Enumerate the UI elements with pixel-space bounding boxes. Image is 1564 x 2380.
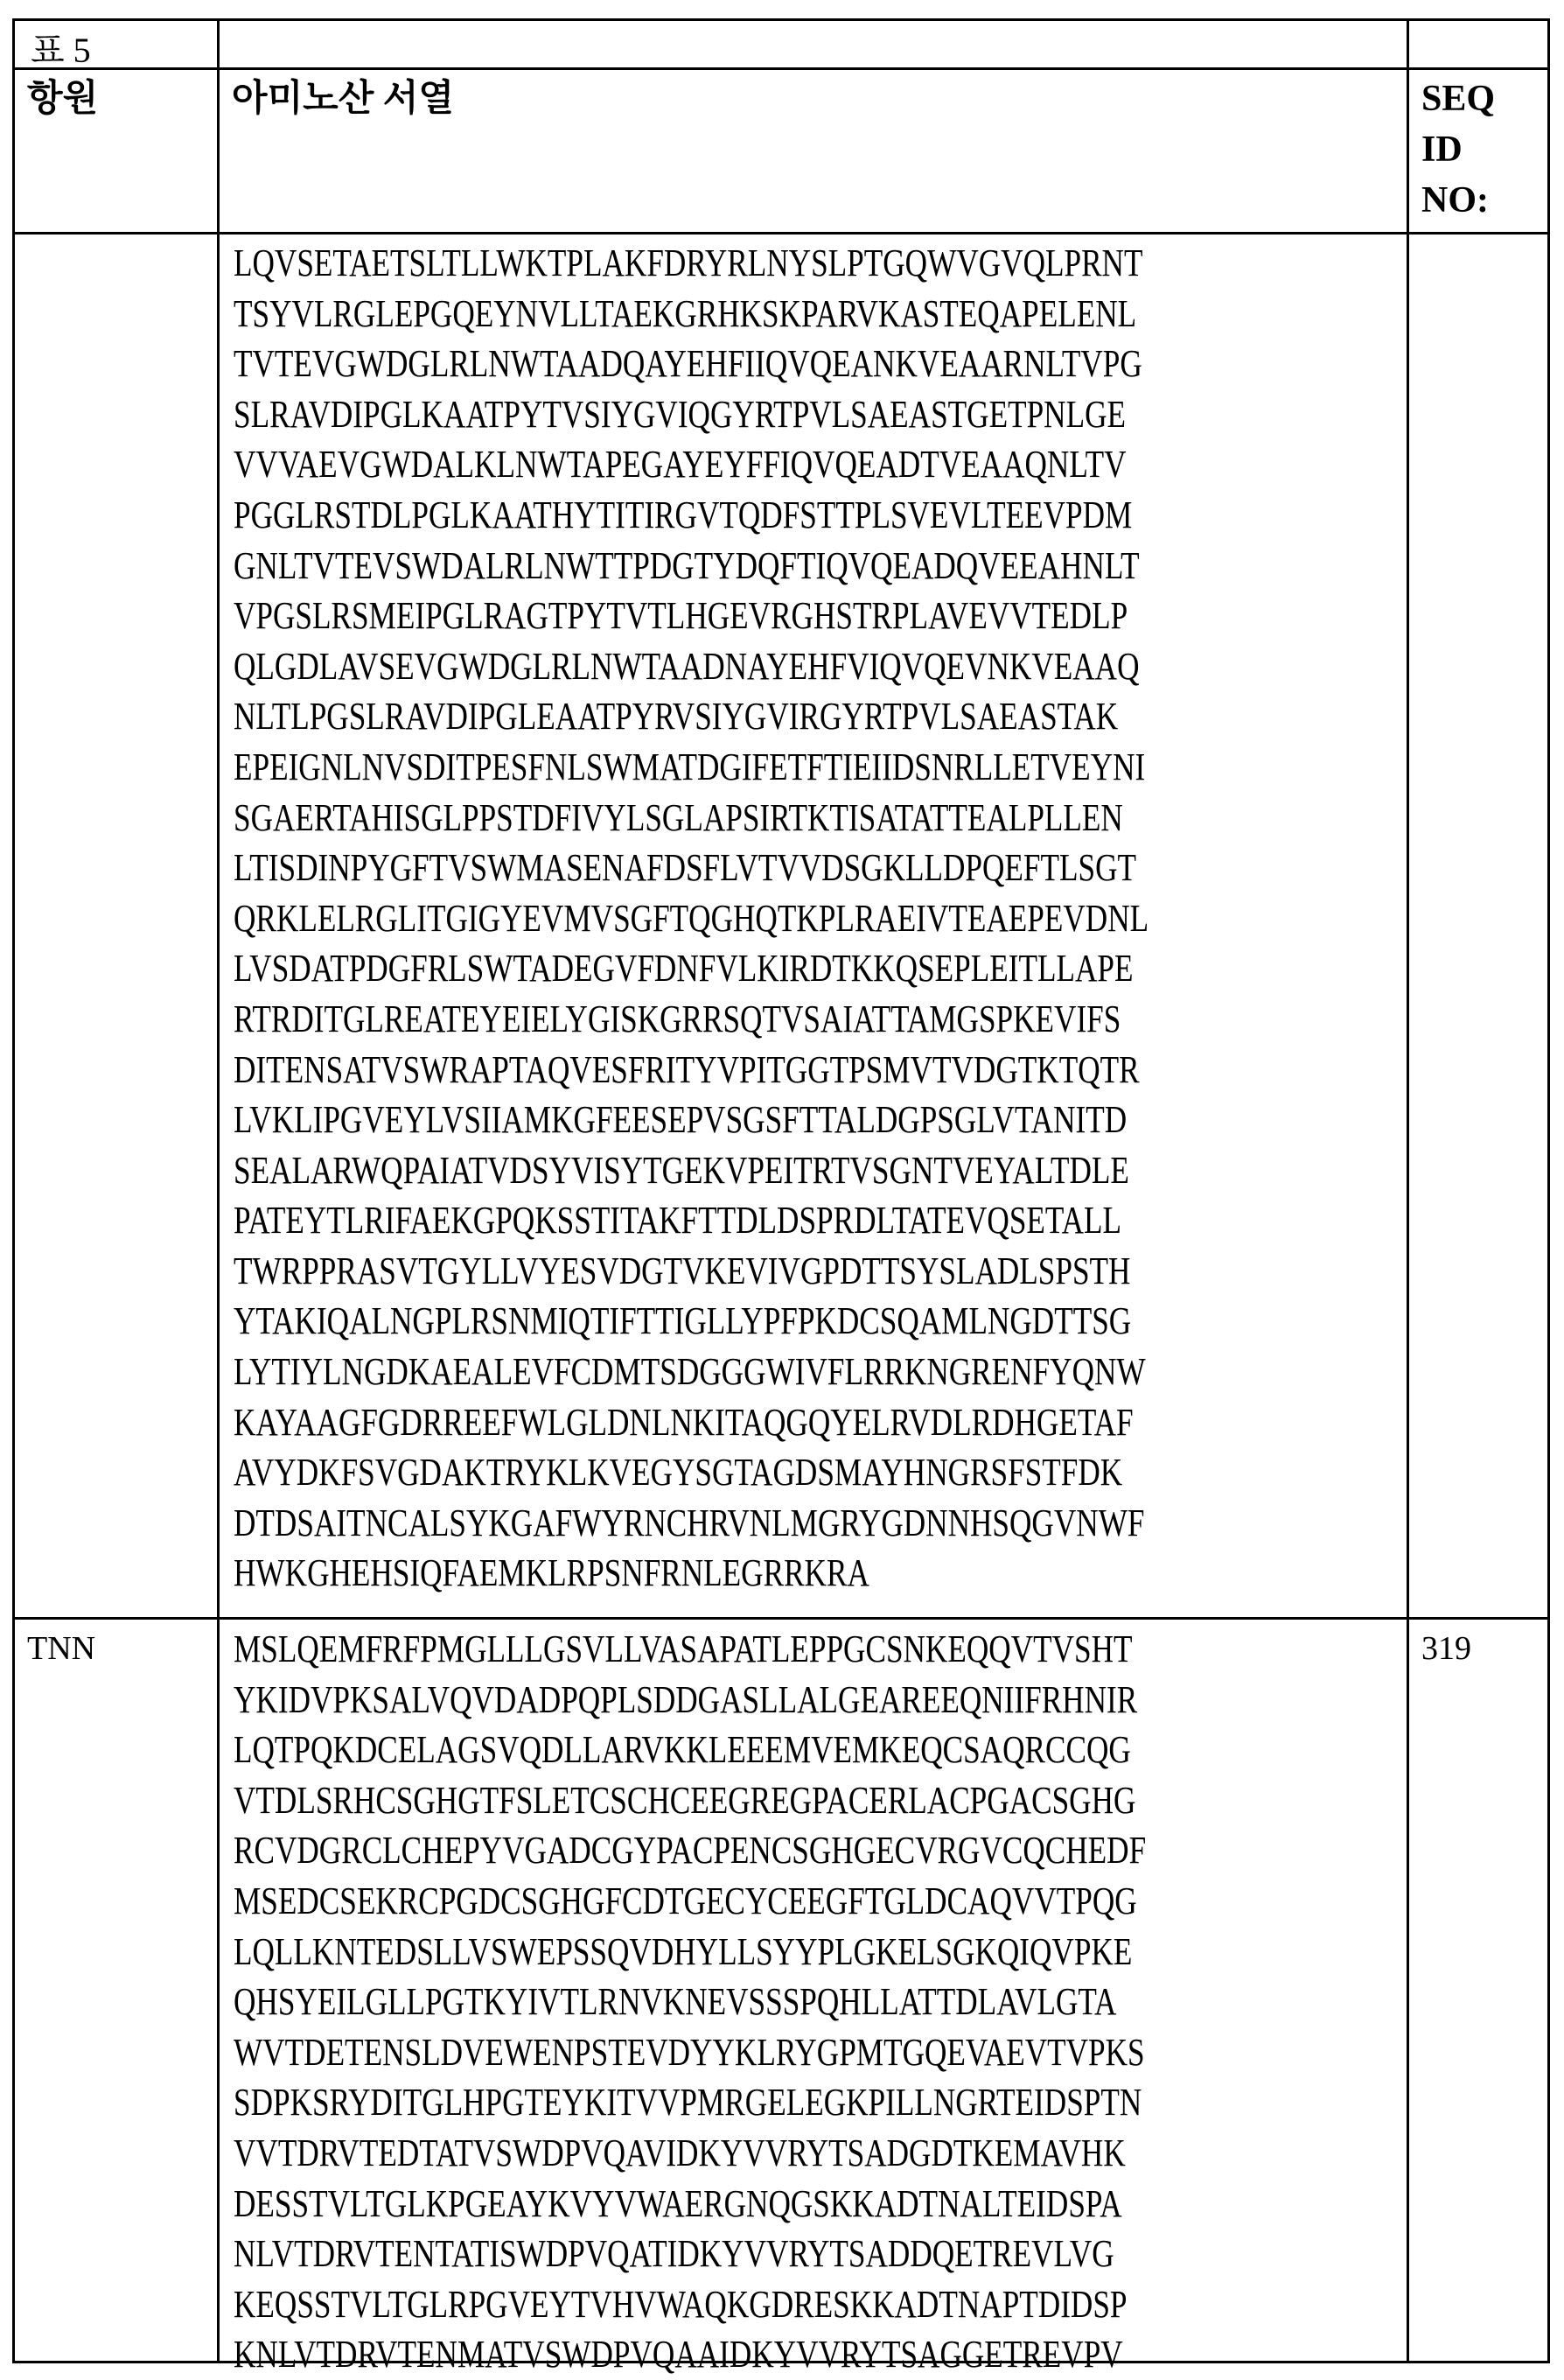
sequence-line: KEQSSTVLTGLRPGVEYTVHVWAQKGDRESKKADTNAPTDIDSP bbox=[234, 2279, 1146, 2330]
column-divider bbox=[217, 21, 220, 2361]
sequence-line: MSLQEMFRFPMGLLLGSVLLVASAPATLEPPGCSNKEQQVTVSHT bbox=[234, 1624, 1146, 1675]
sequence-line: YTAKIQALNGPLRSNMIQTIFTTIGLLYPFPKDCSQAMLNGDTTSG bbox=[234, 1296, 1149, 1347]
sequence-line: YKIDVPKSALVQVDADPQPLSDDGASLLALGEAREEQNIIFRHNIR bbox=[234, 1675, 1146, 1726]
sequence-line: RCVDGRCLCHEPYVGADCGYPACPENCSGHGECVRGVCQCHEDF bbox=[234, 1825, 1146, 1876]
sequence-line: VVVAEVGWDALKLNWTAPEGAYEYFFIQVQEADTVEAAQNLTV bbox=[234, 439, 1149, 490]
table-caption: 표 5 bbox=[31, 23, 91, 73]
amino-acid-sequence bbox=[234, 238, 1149, 1599]
header-seq-id bbox=[1421, 74, 1495, 226]
sequence-line: LVKLIPGVEYLVSIIAMKGFEESEPVSGSFTTALDGPSGLVTANITD bbox=[234, 1095, 1149, 1145]
sequence-line: NLTLPGSLRAVDIPGLEAATPYRVSIYGVIRGYRTPVLSAEASTAK bbox=[234, 691, 1149, 742]
sequence-line: DESSTVLTGLKPGEAYKVYVWAERGNQGSKKADTNALTEIDSPA bbox=[234, 2179, 1146, 2230]
sequence-line: LQVSETAETSLTLLWKTPLAKFDRYRLNYSLPTGQWVGVQLPRNT bbox=[234, 238, 1149, 289]
sequence-line: VPGSLRSMEIPGLRAGTPYTVTLHGEVRGHSTRPLAVEVVTEDLP bbox=[234, 591, 1149, 641]
row-divider bbox=[15, 1617, 1547, 1620]
sequence-line: TSYVLRGLEPGQEYNVLLTAEKGRHKSKPARVKASTEQAPELENL bbox=[234, 289, 1149, 340]
sequence-line: SDPKSRYDITGLHPGTEYKITVVPMRGELEGKPILLNGRTEIDSPTN bbox=[234, 2077, 1146, 2128]
sequence-line: EPEIGNLNVSDITPESFNLSWMATDGIFETFTIEIIDSNRLLETVEYNI bbox=[234, 742, 1149, 793]
sequence-line: LTISDINPYGFTVSWMASENAFDSFLVTVVDSGKLLDPQEFTLSGT bbox=[234, 843, 1149, 893]
sequence-line: TWRPPRASVTGYLLVYESVDGTVKEVIVGPDTTSYSLADLSPSTH bbox=[234, 1246, 1149, 1297]
sequence-line: NLVTDRVTENTATISWDPVQATIDKYVVRYTSADDQETREVLVG bbox=[234, 2229, 1146, 2279]
sequence-line: VVTDRVTEDTATVSWDPVQAVIDKYVVRYTSADGDTKEMAVHK bbox=[234, 2128, 1146, 2179]
sequence-line: DITENSATVSWRAPTAQVESFRITYVPITGGTPSMVTVDGTKTQTR bbox=[234, 1045, 1149, 1096]
sequence-table bbox=[12, 18, 1550, 2363]
antigen-name: TNN bbox=[27, 1629, 95, 1668]
sequence-line: HWKGHEHSIQFAEMKLRPSNFRNLEGRRKRA bbox=[234, 1548, 1149, 1599]
sequence-line: SEALARWQPAIATVDSYVISYTGEKVPEITRTVSGNTVEYALTDLE bbox=[234, 1145, 1149, 1196]
amino-acid-sequence bbox=[234, 1624, 1146, 2380]
sequence-line: LYTIYLNGDKAEALEVFCDMTSDGGGWIVFLRRKNGRENFYQNW bbox=[234, 1347, 1149, 1397]
sequence-line: PATEYTLRIFAEKGPQKSSTITAKFTTDLDSPRDLTATEVQSETALL bbox=[234, 1195, 1149, 1246]
sequence-line: KAYAAGFGDRREEFWLGLDNLNKITAQGQYELRVDLRDHGETAF bbox=[234, 1397, 1149, 1448]
sequence-line: KNLVTDRVTENMATVSWDPVQAAIDKYVVRYTSAGGETREVPV bbox=[234, 2329, 1146, 2380]
sequence-line: DTDSAITNCALSYKGAFWYRNCHRVNLMGRYGDNNHSQGVNWF bbox=[234, 1498, 1149, 1549]
sequence-line: GNLTVTEVSWDALRLNWTTPDGTYDQFTIQVQEADQVEEAHNLT bbox=[234, 541, 1149, 592]
column-divider bbox=[1407, 21, 1409, 2361]
sequence-line: SLRAVDIPGLKAATPYTVSIYGVIQGYRTPVLSAEASTGETPNLGE bbox=[234, 389, 1149, 440]
sequence-line: AVYDKFSVGDAKTRYKLKVEGYSGTAGDSMAYHNGRSFSTFDK bbox=[234, 1447, 1149, 1498]
sequence-line: QRKLELRGLITGIGYEVMVSGFTQGHQTKPLRAEIVTEAEPEVDNL bbox=[234, 893, 1149, 944]
sequence-line: QLGDLAVSEVGWDGLRLNWTAADNAYEHFVIQVQEVNKVEAAQ bbox=[234, 641, 1149, 692]
seq-id-number: 319 bbox=[1421, 1629, 1471, 1668]
sequence-line: TVTEVGWDGLRLNWTAADQAYEHFIIQVQEANKVEAARNLTVPG bbox=[234, 339, 1149, 389]
header-seq-id-line: NO: bbox=[1421, 175, 1495, 226]
header-antigen: 항원 bbox=[27, 74, 98, 124]
row-divider bbox=[15, 67, 1547, 70]
sequence-line: PGGLRSTDLPGLKAATHYTITIRGVTQDFSTTPLSVEVLTEEVPDM bbox=[234, 490, 1149, 541]
sequence-line: VTDLSRHCSGHGTFSLETCSCHCEEGREGPACERLACPGACSGHG bbox=[234, 1775, 1146, 1826]
sequence-line: RTRDITGLREATEYEIELYGISKGRRSQTVSAIATTAMGSPKEVIFS bbox=[234, 994, 1149, 1045]
header-seq-id-line: ID bbox=[1421, 124, 1495, 175]
sequence-line: LQTPQKDCELAGSVQDLLARVKKLEEEMVEMKEQCSAQRCCQG bbox=[234, 1725, 1146, 1775]
header-sequence: 아미노산 서열 bbox=[232, 74, 454, 124]
sequence-line: MSEDCSEKRCPGDCSGHGFCDTGECYCEEGFTGLDCAQVVTPQG bbox=[234, 1876, 1146, 1927]
sequence-line: LVSDATPDGFRLSWTADEGVFDNFVLKIRDTKKQSEPLEITLLAPE bbox=[234, 943, 1149, 994]
row-divider bbox=[15, 232, 1547, 234]
sequence-line: WVTDETENSLDVEWENPSTEVDYYKLRYGPMTGQEVAEVTVPKS bbox=[234, 2027, 1146, 2078]
header-seq-id-line: SEQ bbox=[1421, 74, 1495, 124]
sequence-line: SGAERTAHISGLPPSTDFIVYLSGLAPSIRTKTISATATTEALPLLEN bbox=[234, 793, 1149, 844]
sequence-line: LQLLKNTEDSLLVSWEPSSQVDHYLLSYYPLGKELSGKQIQVPKE bbox=[234, 1927, 1146, 1978]
sequence-line: QHSYEILGLLPGTKYIVTLRNVKNEVSSSPQHLLATTDLAVLGTA bbox=[234, 1977, 1146, 2027]
